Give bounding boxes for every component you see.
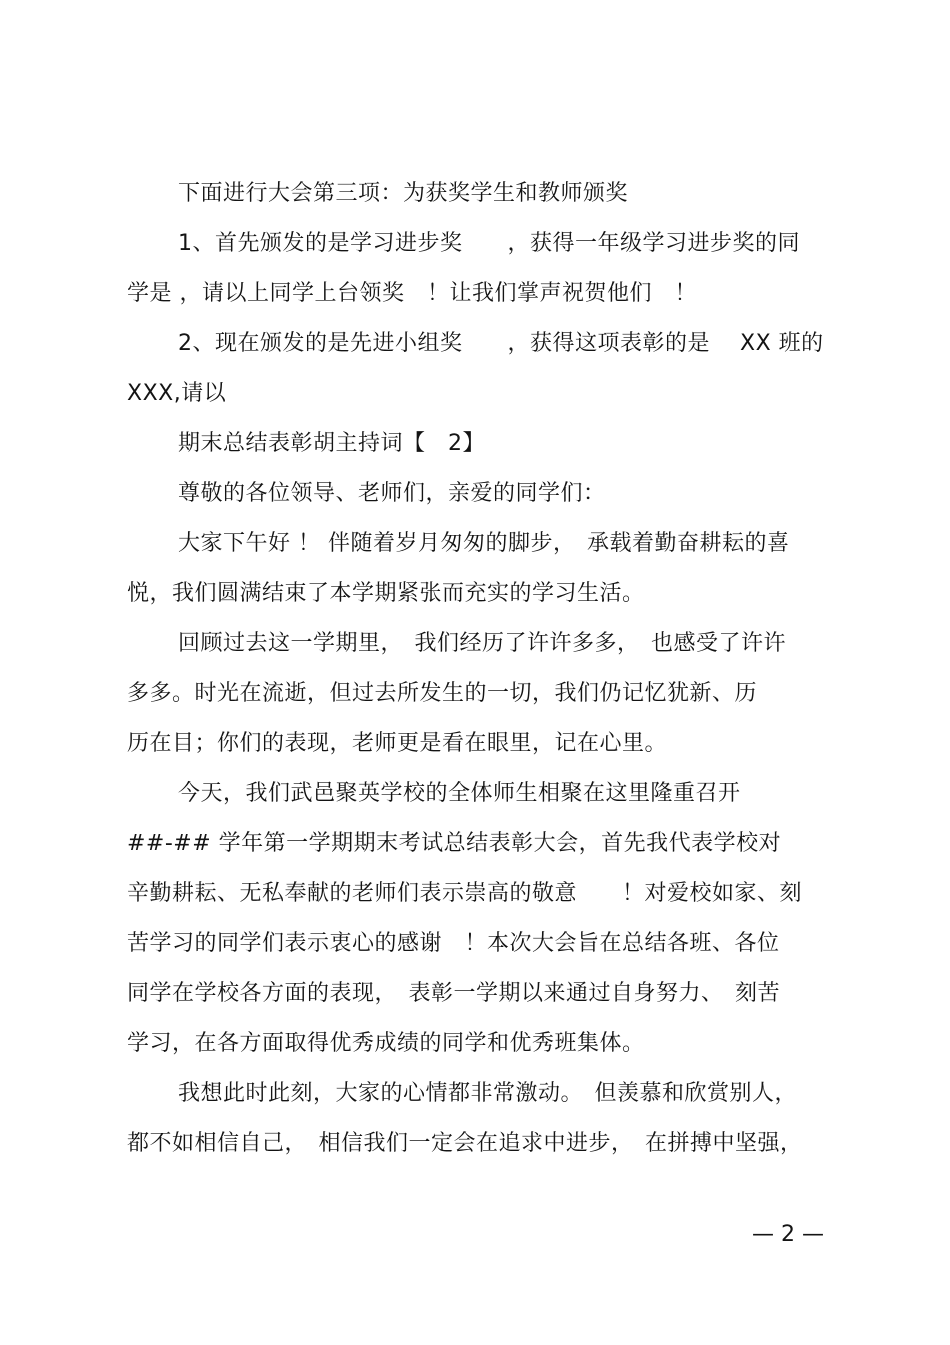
text-line: 下面进行大会第三项：为获奖学生和教师颁奖 — [178, 181, 629, 206]
text-line: 1、首先颁发的是学习进步奖 ，获得一年级学习进步奖的同 — [178, 231, 800, 256]
text-line: 多多。时光在流逝，但过去所发生的一切，我们仍记忆犹新、历 — [127, 681, 758, 706]
text-line: 尊敬的各位领导、老师们，亲爱的同学们： — [178, 481, 606, 506]
text-line: 辛勤耕耘、无私奉献的老师们表示崇高的敬意 ！对爱校如家、刻 — [127, 881, 803, 906]
text-line: 大家下午好 ！ 伴随着岁月匆匆的脚步， 承载着勤奋耕耘的喜 — [178, 531, 790, 556]
text-line: 回顾过去这一学期里， 我们经历了许许多多， 也感受了许许 — [178, 631, 787, 656]
text-line: 我想此时此刻，大家的心情都非常激动。 但羡慕和欣赏别人， — [178, 1081, 798, 1106]
text-line: XXX,请以 — [127, 381, 227, 406]
text-line: 都不如相信自己， 相信我们一定会在追求中进步， 在拼搏中坚强， — [127, 1131, 803, 1156]
text-line: 历在目；你们的表现，老师更是看在眼里，记在心里。 — [127, 731, 668, 756]
text-line: 今天，我们武邑聚英学校的全体师生相聚在这里隆重召开 — [178, 781, 741, 806]
text-line: 悦，我们圆满结束了本学期紧张而充实的学习生活。 — [127, 581, 645, 606]
text-line: ##-## 学年第一学期期末考试总结表彰大会，首先我代表学校对 — [127, 831, 782, 856]
text-line: 同学在学校各方面的表现， 表彰一学期以来通过自身努力、 刻苦 — [127, 981, 781, 1006]
text-line: 学习，在各方面取得优秀成绩的同学和优秀班集体。 — [127, 1031, 645, 1056]
page-number: — 2 — — [752, 1222, 824, 1247]
text-line: 学是 ，请以上同学上台领奖 ！让我们掌声祝贺他们 ！ — [127, 281, 697, 306]
text-line: 2、现在颁发的是先进小组奖 ，获得这项表彰的是 XX 班的 — [178, 331, 824, 356]
text-line: 苦学习的同学们表示衷心的感谢 ！本次大会旨在总结各班、各位 — [127, 931, 780, 956]
section-heading: 期末总结表彰胡主持词【 2】 — [178, 431, 485, 456]
